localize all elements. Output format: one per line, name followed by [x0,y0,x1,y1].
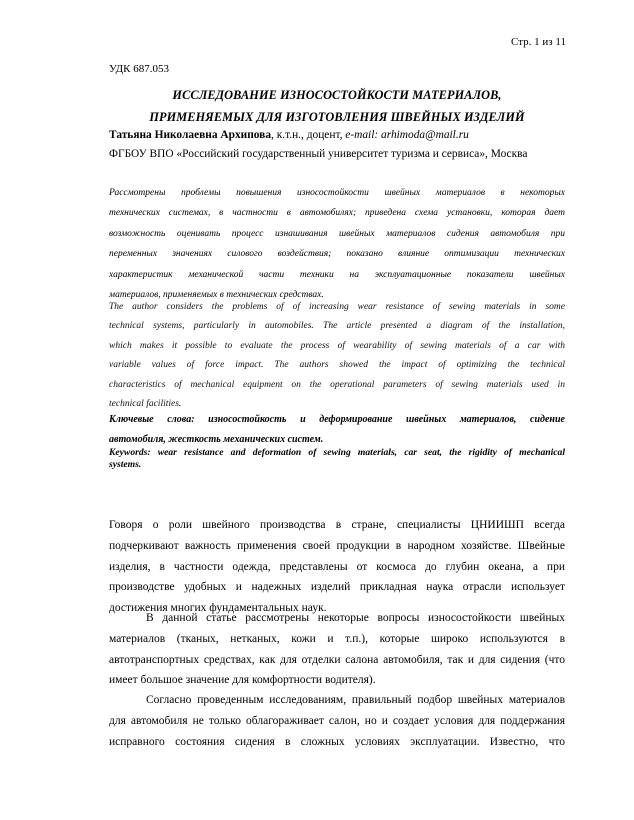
title-line-2: ПРИМЕНЯЕМЫХ ДЛЯ ИЗГОТОВЛЕНИЯ ШВЕЙНЫХ ИЗДЕЛИЙ [149,110,525,124]
body-line: производстве удобных и надежных изделий прикладная наука отрасли использует [109,581,565,594]
keywords-ru [109,410,565,450]
author-name: Татьяна Николаевна Архипова [109,129,272,141]
body-line: для автомобиля не только облагораживает салон, но и создает условия для поддержания [109,714,565,727]
body-line: достижения многих фундаментальных наук. [109,602,327,615]
keywords-en-line: systems. [109,458,142,470]
body-line: исправного состояния сидения в сложных условиях эксплуатации. Известно, что [109,735,565,748]
abstract-ru-line: Рассмотрены проблемы повышения износостойкости швейных материалов в некоторых [109,188,565,198]
body-line: Говоря о роли швейного производства в стране, специалисты ЦНИИШП всегда [109,519,565,531]
body-line: материалов (тканых, нетканых, кожи и т.п.), которые широко используются в [109,632,565,645]
keywords-ru-line: автомобиля, жесткость механических систем. [109,434,324,445]
body-line: В данной статье рассмотрены некоторые вопросы износостойкости швейных [146,612,565,624]
author-organization: ФГБОУ ВПО «Российский государственный университет туризма и сервиса», Москва [109,148,528,160]
abstract-ru-line: характеристик механической части техники на эксплуатационные показатели швейных [109,269,565,280]
abstract-ru-line: возможность оценивать процесс изнашивания швейных материалов сидения автомобиля при [109,228,565,239]
abstract-ru-line: переменных значениях силового воздействия; показано влияние оптимизации технических [109,249,565,260]
abstract-ru-line: материалов, применяемых в технических средствах. [109,290,324,301]
body-line: Согласно проведенным исследованиям, правильный подбор швейных материалов [146,694,565,706]
author-degree: , к.т.н., доцент, [271,129,346,141]
body-paragraph-2 [109,608,565,691]
udk-code: УДК 687.053 [109,63,170,75]
abstract-en-line: The author considers the problems of of increasing wear resistance of sewing materials in some [109,302,565,312]
body-paragraph-1 [109,515,565,619]
author-line [109,129,469,141]
author-email[interactable]: e-mail: arhimoda@mail.ru [345,129,469,141]
keywords-ru-line: Ключевые слова: износостойкость и деформирование швейных материалов, сидение [109,414,565,425]
page-number: Стр. 1 из 11 [511,36,566,48]
keywords-en [109,447,565,470]
title-line-1: ИССЛЕДОВАНИЕ ИЗНОСОСТОЙКОСТИ МАТЕРИАЛОВ, [172,88,502,102]
body-line: подчеркивают важность применения своей продукции в народном хозяйстве. Швейные [109,539,565,552]
abstract-en-line: variable values of force impact. The authors showed the impact of optimizing the technical [109,360,565,371]
abstract-ru [109,183,565,305]
body-line: имеет большое значение для комфортности водителя). [109,674,376,687]
abstract-en-line: which makes it possible to evaluate the process of wearability of sewing materials of a car with [109,340,565,351]
abstract-en [109,298,565,414]
body-line: изделия, в частности одежда, представлены от космоса до глубин океана, а при [109,560,565,573]
abstract-en-line: technical facilities. [109,399,182,410]
keywords-en-line: Keywords: wear resistance and deformation of sewing materials, car seat, the rigidity of mechanical [109,447,565,458]
body-line: автотранспортных средствах, как для отделки салона автомобиля, так и для сидения (что [109,653,565,666]
abstract-en-line: characteristics of mechanical equipment on the operational parameters of sewing materials used in [109,379,565,390]
abstract-en-line: technical systems, particularly in automobiles. The article presented a diagram of the installation, [109,321,565,332]
abstract-ru-line: технических системах, в частности в автомобилях; приведена схема установки, которая дает [109,208,565,219]
body-paragraph-3 [109,690,565,752]
